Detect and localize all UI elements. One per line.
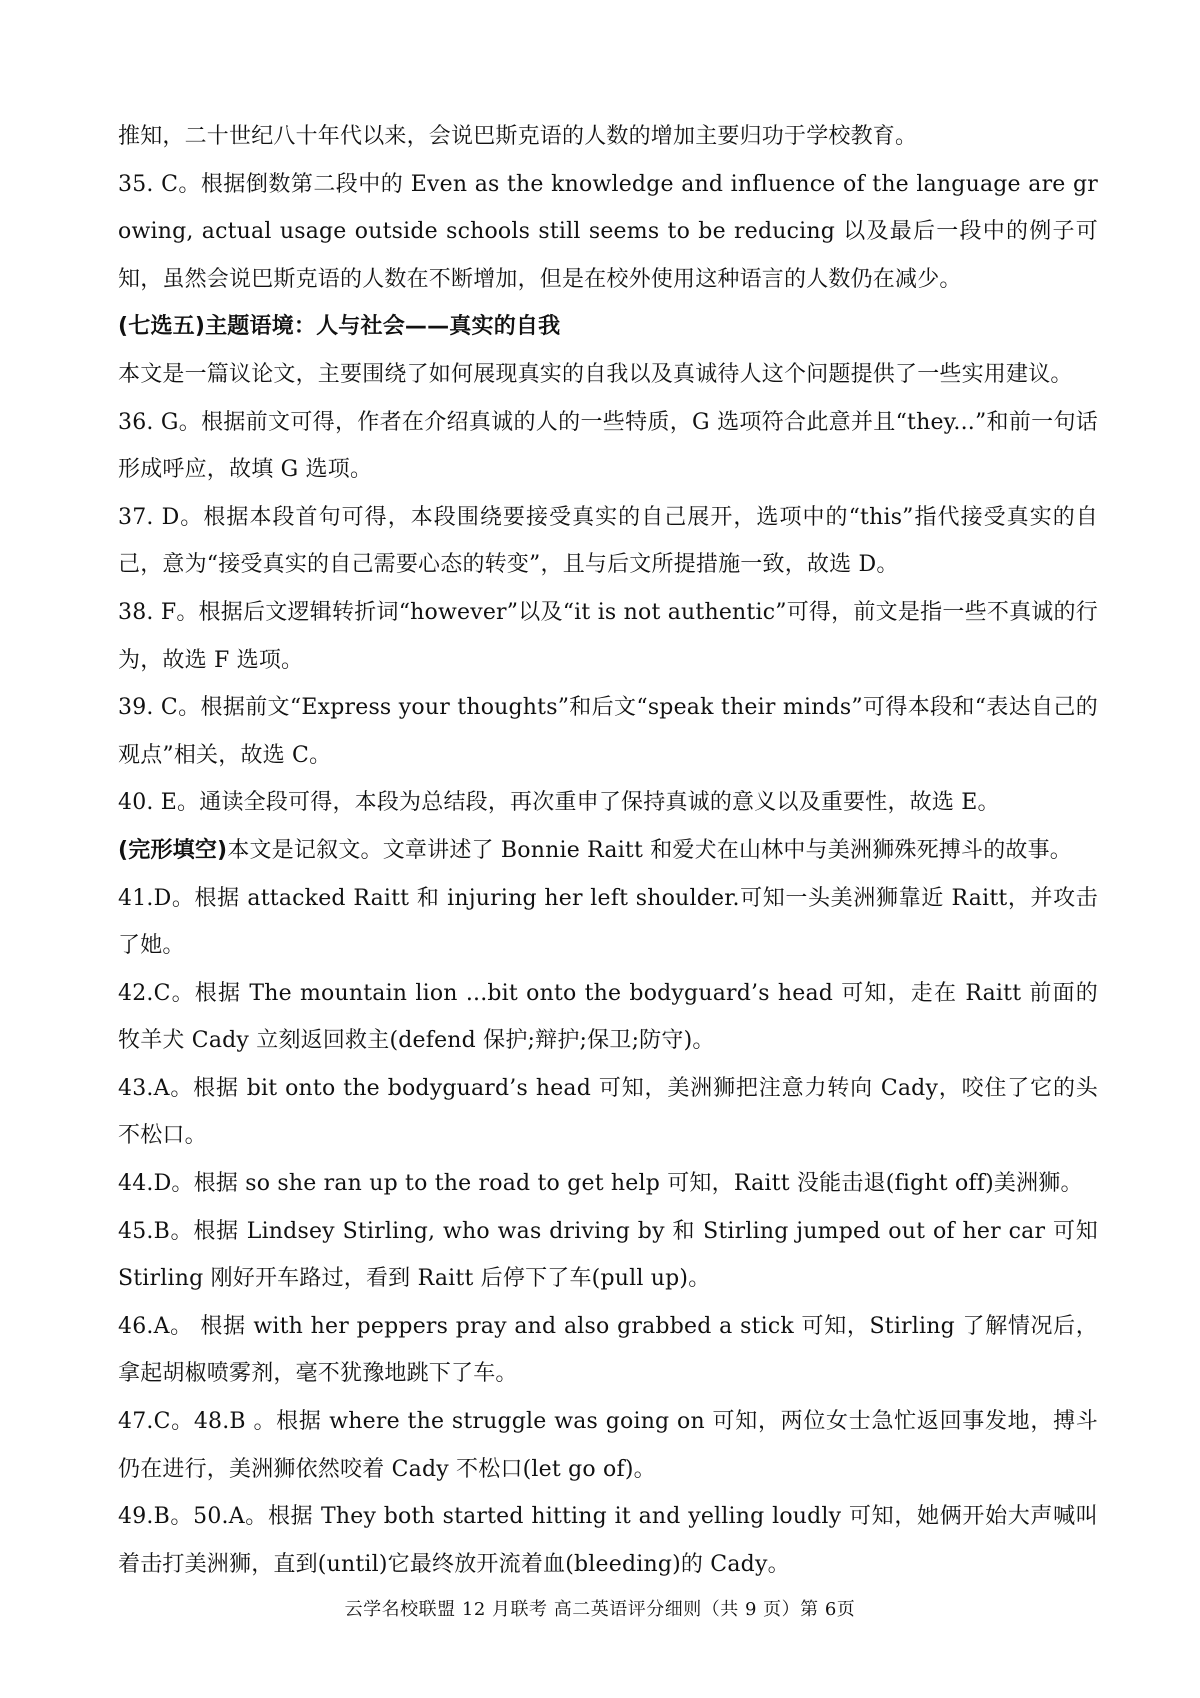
answer-41: 41.D。根据 attacked Raitt 和 injuring her left shoulder.可知一头美洲狮靠近 Raitt，并攻击了她。 (118, 885, 1098, 959)
page-footer: 云学名校联盟 12 月联考 高二英语评分细则（共 9 页）第 6页 (344, 1599, 856, 1620)
answer-explanations (118, 113, 1098, 1588)
answer-38: 38. F。根据后文逻辑转折词“however”以及“it is not authentic”可得，前文是指一些不真诚的行为，故选 F 选项。 (118, 599, 1098, 673)
paragraph-continuation: 推知，二十世纪八十年代以来，会说巴斯克语的人数的增加主要归功于学校教育。 (118, 124, 918, 149)
answer-45: 45.B。根据 Lindsey Stirling, who was driving by 和 Stirling jumped out of her car 可知 Stirling 刚好开车路过，看到 Raitt 后停下了车(pull up)。 (118, 1218, 1098, 1292)
answer-42: 42.C。根据 The mountain lion ...bit onto the bodyguard’s head 可知，走在 Raitt 前面的牧羊犬 Cady 立刻返回救主(defend 保护;辩护;保卫;防守)。 (118, 980, 1098, 1054)
section-heading-seven-choose-five: (七选五)主题语境：人与社会——真实的自我 (118, 314, 561, 340)
answer-35: 35. C。根据倒数第二段中的 Even as the knowledge and influence of the language are growing, actual usage outside schools still seems to be reducing 以及最后一段中的例子可知，虽然会说巴斯克语的人数在不断增加，但是在校外使用这种语言的人数仍在减少。 (118, 171, 1098, 292)
cloze-label: (完形填空) (118, 837, 228, 863)
answer-43: 43.A。根据 bit onto the bodyguard’s head 可知，美洲狮把注意力转向 Cady，咬住了它的头不松口。 (118, 1075, 1098, 1149)
cloze-summary: 本文是记叙文。文章讲述了 Bonnie Raitt 和爱犬在山林中与美洲狮殊死搏斗的故事。 (227, 837, 1073, 863)
answer-46: 46.A。 根据 with her peppers pray and also grabbed a stick 可知，Stirling 了解情况后，拿起胡椒喷雾剂，毫不犹豫地跳下了车。 (118, 1313, 1098, 1387)
answer-44: 44.D。根据 so she ran up to the road to get help 可知，Raitt 没能击退(fight off)美洲狮。 (118, 1171, 1083, 1197)
section-heading-cloze (118, 827, 1098, 875)
answer-36: 36. G。根据前文可得，作者在介绍真诚的人的一些特质，G 选项符合此意并且“they...”和前一句话形成呼应，故填 G 选项。 (118, 409, 1098, 483)
answer-47-48: 47.C。48.B 。根据 where the struggle was going on 可知，两位女士急忙返回事发地，搏斗仍在进行，美洲狮依然咬着 Cady 不松口(let go of)。 (118, 1409, 1098, 1482)
answer-49-50: 49.B。50.A。根据 They both started hitting it and yelling loudly 可知，她俩开始大声喊叫着击打美洲狮，直到(until)它最终放开流着血(bleeding)的 Cady。 (118, 1504, 1098, 1577)
answer-37: 37. D。根据本段首句可得，本段围绕要接受真实的自己展开，选项中的“this”指代接受真实的自己，意为“接受真实的自己需要心态的转变”，且与后文所提措施一致，故选 D。 (118, 504, 1098, 578)
answer-39: 39. C。根据前文“Express your thoughts”和后文“speak their minds”可得本段和“表达自己的观点”相关，故选 C。 (118, 695, 1098, 768)
section-summary: 本文是一篇议论文，主要围绕了如何展现真实的自我以及真诚待人这个问题提供了一些实用建议。 (118, 361, 1073, 387)
answer-40: 40. E。通读全段可得，本段为总结段，再次重申了保持真诚的意义以及重要性，故选 E。 (118, 790, 1000, 816)
